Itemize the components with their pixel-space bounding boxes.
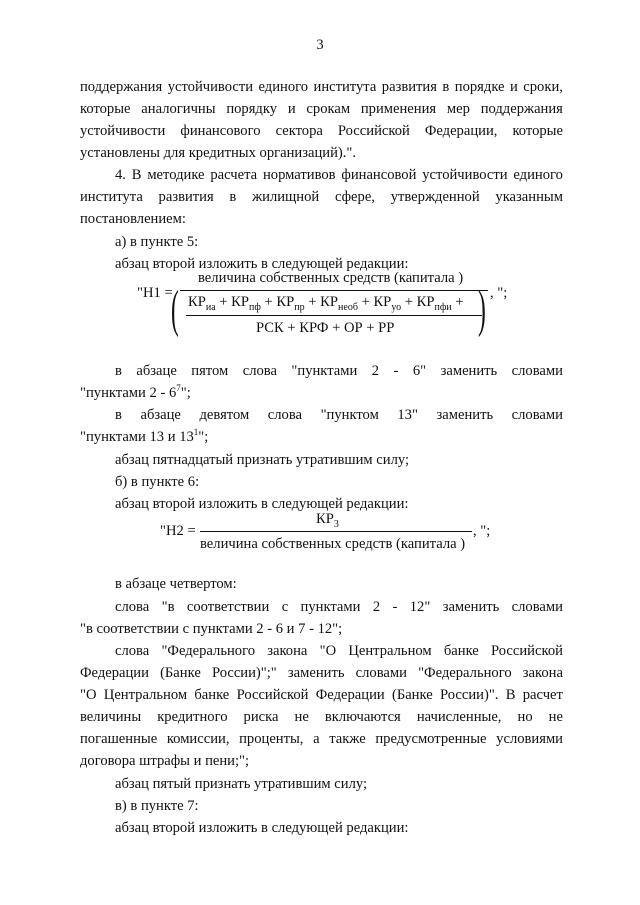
word: в: [115, 363, 122, 379]
word: с: [281, 599, 289, 615]
formula-denominator-bottom: РСК + КРФ + ОР + РР: [256, 320, 395, 336]
word: методике: [147, 167, 205, 183]
word: В: [131, 167, 142, 183]
formula-denominator-top: [188, 292, 464, 312]
formula-numerator: величина собственных средств (капитала ): [198, 270, 464, 286]
word: -: [392, 599, 398, 615]
word: Российской: [337, 123, 410, 139]
formula-term: КР: [188, 294, 206, 310]
formula-denominator: величина собственных средств (капитала ): [200, 536, 466, 552]
fraction-line: [200, 531, 472, 532]
text-line: "пунктами $2 - 6^7$";: [80, 383, 191, 401]
word: (Банке: [160, 665, 201, 681]
word: мер: [446, 101, 470, 117]
text-line: [115, 165, 563, 185]
word: словами: [511, 363, 563, 379]
list-item-b: б) в пункте 6:: [115, 474, 200, 490]
word: 2: [371, 363, 380, 379]
word: финансового: [180, 123, 261, 139]
formula-term: + КР: [357, 294, 392, 310]
word: утвержденной: [390, 189, 480, 205]
word: развития: [381, 79, 437, 95]
word: закона: [522, 665, 563, 681]
right-paren: ): [478, 281, 486, 338]
text-line: абзац второй изложить в следующей редакции:: [115, 496, 409, 512]
formula-term: + КР: [401, 294, 435, 310]
word: поддержания: [80, 79, 163, 95]
word: которые: [512, 123, 563, 139]
word: России)".: [439, 687, 499, 703]
word: устойчивости: [80, 123, 166, 139]
word: включаются: [324, 709, 401, 725]
text-line: [115, 641, 563, 661]
text-line: [80, 707, 563, 727]
word: единого: [258, 79, 309, 95]
word: девятом: [199, 407, 250, 423]
word: не: [548, 709, 563, 725]
formula-numerator: $КР_3$: [316, 511, 339, 530]
text-line: [80, 187, 563, 207]
word: применения: [360, 101, 437, 117]
word: института: [313, 79, 377, 95]
word: сектора: [275, 123, 323, 139]
word: поддержания: [480, 101, 563, 117]
word: соответствии: [186, 599, 270, 615]
word: словами: [355, 665, 407, 681]
word: заменить: [440, 363, 498, 379]
word: (Банке: [391, 687, 433, 703]
word: порядке: [454, 79, 505, 95]
text-line: [80, 663, 563, 683]
word: пятом: [191, 363, 229, 379]
formula-subscript: уо: [391, 302, 402, 313]
word: не: [294, 709, 309, 725]
word: Центральном: [103, 687, 188, 703]
formula-term: + КР: [304, 294, 339, 310]
word: и: [510, 79, 518, 95]
word: заменить: [287, 665, 345, 681]
word: сроки,: [523, 79, 563, 95]
text-line: [115, 405, 563, 425]
word: Федерации,: [424, 123, 498, 139]
word: "пунктом: [320, 407, 379, 423]
word: "Федерального: [418, 665, 512, 681]
list-item-a: а) в пункте 5:: [115, 234, 199, 250]
word: 12": [409, 599, 431, 615]
word: словами: [511, 599, 563, 615]
text-line: абзац второй изложить в следующей редакции:: [115, 256, 409, 272]
text-line: "в соответствии с пунктами 2 - 6 и 7 - 12";: [80, 621, 343, 637]
word: кредитного: [157, 709, 228, 725]
word: порядку: [226, 101, 278, 117]
word: -: [393, 363, 399, 379]
word: Центральном: [348, 643, 432, 659]
fraction-line: [180, 290, 488, 291]
text-line: абзац второй изложить в следующей редакции:: [115, 820, 409, 836]
word: срокам: [306, 101, 351, 117]
formula-term: +: [451, 294, 464, 310]
word: Российской: [236, 687, 309, 703]
word: погашенные: [80, 731, 158, 747]
text-line: [80, 685, 563, 705]
inner-fraction-line: [186, 315, 482, 316]
word: условиями: [496, 731, 563, 747]
word: устойчивости: [167, 79, 254, 95]
word: закона: [267, 643, 308, 659]
text-line: договора штрафы и пени;";: [80, 753, 250, 769]
word: слова: [115, 599, 150, 615]
word: финансовой: [341, 167, 417, 183]
word: Федерации: [315, 687, 385, 703]
word: нормативов: [262, 167, 336, 183]
formula-prefix: "Н2 =: [160, 523, 196, 539]
formula-subscript: необ: [338, 302, 358, 313]
word: В: [505, 687, 516, 703]
text-line: [115, 361, 563, 381]
word: также: [329, 731, 366, 747]
word: "О: [80, 687, 97, 703]
word: проценты,: [239, 731, 304, 747]
word: Российской: [491, 643, 563, 659]
page-number: 3: [316, 37, 324, 53]
word: "О: [319, 643, 337, 659]
word: России)";": [211, 665, 277, 681]
word: словами: [511, 407, 563, 423]
list-item-c: в) в пункте 7:: [115, 798, 199, 814]
text-line: [80, 729, 563, 749]
formula-subscript: пр: [294, 302, 305, 313]
formula-term: + КР: [215, 294, 250, 310]
formula-subscript: пф: [249, 302, 261, 313]
text-line: [80, 77, 563, 97]
text-line: "пунктами 13 и $13^1$";: [80, 427, 209, 445]
word: института: [80, 189, 143, 205]
word: риска: [243, 709, 279, 725]
word: сфере,: [334, 189, 375, 205]
text-line: [80, 99, 563, 119]
formula-suffix: , ";: [473, 523, 491, 539]
word: указанным: [495, 189, 563, 205]
word: банке: [194, 687, 230, 703]
text-line: постановлением:: [80, 211, 186, 227]
word: в: [115, 407, 122, 423]
word: 2: [372, 599, 381, 615]
word: "в: [161, 599, 175, 615]
formula-prefix: "Н1 =: [137, 285, 173, 301]
word: 13": [397, 407, 418, 423]
word: банке: [443, 643, 479, 659]
word: 4.: [115, 167, 126, 183]
word: комиссии,: [166, 731, 230, 747]
word: заменить: [442, 599, 500, 615]
word: Федерации: [80, 665, 149, 681]
formula-subscript: пфи: [434, 302, 452, 313]
word: слова: [242, 363, 277, 379]
word: единого: [513, 167, 563, 183]
word: которые: [80, 101, 131, 117]
word: слова: [115, 643, 150, 659]
word: абзаце: [136, 363, 177, 379]
word: 6": [412, 363, 427, 379]
text-line: в абзаце четвертом:: [115, 576, 237, 592]
text-line: абзац пятый признать утратившим силу;: [115, 776, 368, 792]
word: величины: [80, 709, 142, 725]
text-line: установлены для кредитных организаций).".: [80, 145, 357, 161]
word: начисленные,: [416, 709, 502, 725]
word: расчета: [210, 167, 258, 183]
word: расчет: [522, 687, 563, 703]
word: слова: [267, 407, 303, 423]
word: аналогичны: [141, 101, 216, 117]
formula-suffix: , ";: [490, 285, 508, 301]
word: но: [517, 709, 533, 725]
word: устойчивости: [422, 167, 508, 183]
word: и: [287, 101, 296, 117]
word: пунктами: [300, 599, 361, 615]
text-line: [115, 597, 563, 617]
formula-term: + КР: [260, 294, 295, 310]
text-line: [80, 121, 563, 141]
word: предусмотренные: [375, 731, 487, 747]
word: абзаце: [140, 407, 181, 423]
word: "Федерального: [161, 643, 255, 659]
word: заменить: [436, 407, 494, 423]
formula-subscript: иа: [205, 302, 216, 313]
word: развития: [158, 189, 214, 205]
word: а: [313, 731, 320, 747]
left-paren: (: [171, 281, 179, 338]
word: жилищной: [252, 189, 320, 205]
word: "пунктами: [291, 363, 358, 379]
word: в: [442, 79, 450, 95]
text-line: абзац пятнадцатый признать утратившим силу;: [115, 452, 410, 468]
word: в: [229, 189, 237, 205]
